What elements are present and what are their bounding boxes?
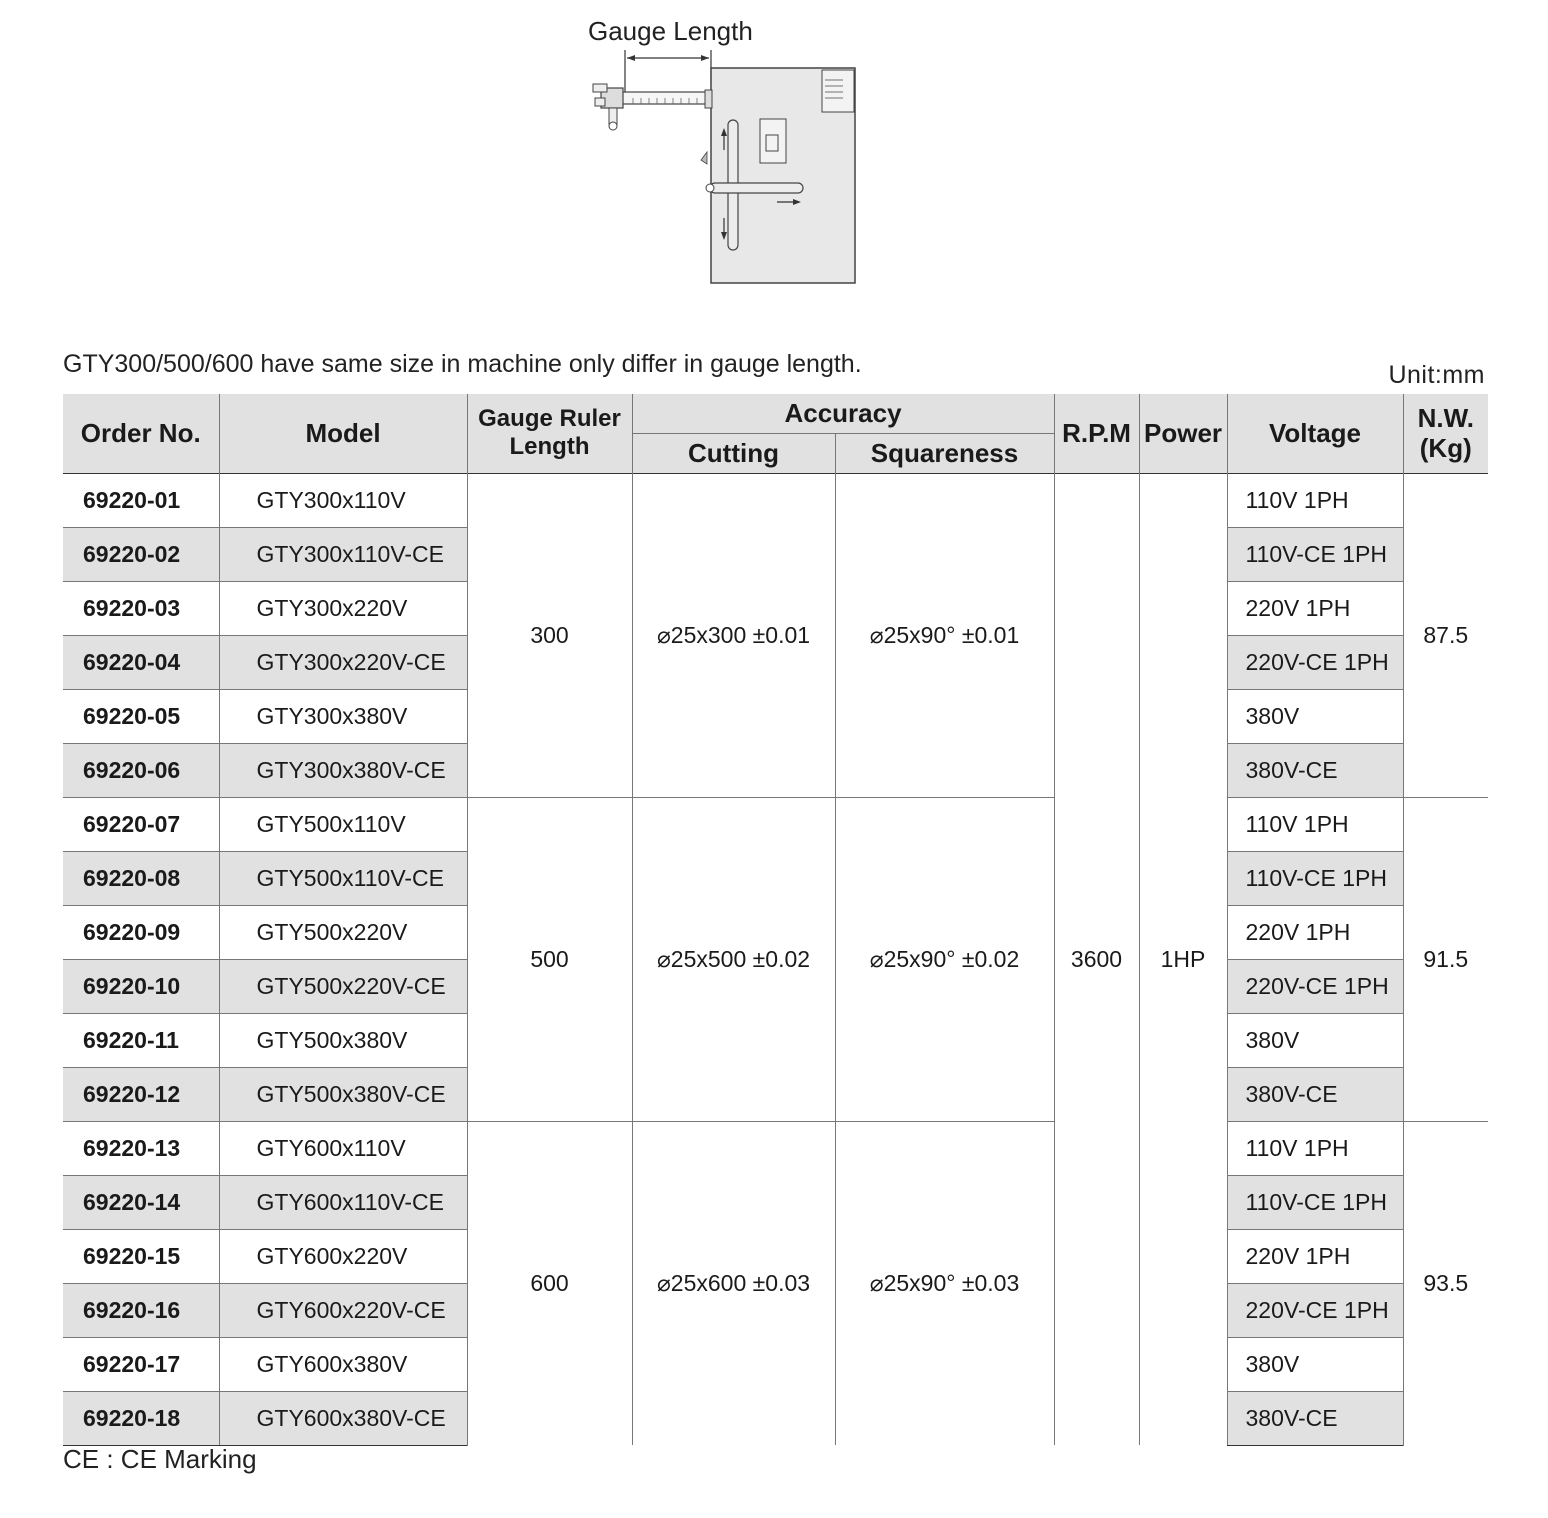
header-nw [1403,394,1488,473]
rpm-cell: 3600 [1054,473,1139,1445]
header-voltage: Voltage [1227,394,1403,473]
unit-label: Unit:mm [1388,361,1485,389]
voltage-cell: 220V 1PH [1227,581,1403,635]
header-cutting: Cutting [632,433,835,473]
voltage-cell: 380V [1227,1013,1403,1067]
table-row [63,473,1488,527]
model-cell: GTY500x380V-CE [219,1067,467,1121]
header-accuracy: Accuracy [632,394,1054,433]
model-cell: GTY600x110V [219,1121,467,1175]
model-cell: GTY600x220V-CE [219,1283,467,1337]
voltage-cell: 110V-CE 1PH [1227,851,1403,905]
voltage-cell: 110V-CE 1PH [1227,527,1403,581]
spec-table-body [63,473,1488,1445]
voltage-cell: 220V-CE 1PH [1227,635,1403,689]
table-row [63,1121,1488,1175]
order-no-cell: 69220-10 [63,959,219,1013]
header-gauge-ruler-line1: Gauge Ruler [478,404,621,432]
net-weight-cell: 91.5 [1403,797,1488,1121]
machine-diagram [585,40,865,290]
model-cell: GTY300x110V [219,473,467,527]
order-no-cell: 69220-18 [63,1391,219,1445]
model-cell: GTY600x220V [219,1229,467,1283]
model-cell: GTY600x380V [219,1337,467,1391]
voltage-cell: 110V 1PH [1227,797,1403,851]
spec-table [63,394,1488,1446]
header-squareness: Squareness [835,433,1054,473]
power-cell: 1HP [1139,473,1227,1445]
order-no-cell: 69220-03 [63,581,219,635]
order-no-cell: 69220-11 [63,1013,219,1067]
header-power: Power [1139,394,1227,473]
model-cell: GTY500x220V [219,905,467,959]
order-no-cell: 69220-07 [63,797,219,851]
header-gauge-ruler-length [467,394,632,473]
header-model: Model [219,394,467,473]
voltage-cell: 220V 1PH [1227,905,1403,959]
model-cell: GTY300x380V [219,689,467,743]
order-no-cell: 69220-01 [63,473,219,527]
squareness-accuracy-cell: ⌀25x90° ±0.01 [835,473,1054,797]
model-cell: GTY300x220V-CE [219,635,467,689]
voltage-cell: 380V-CE [1227,1391,1403,1445]
model-cell: GTY300x110V-CE [219,527,467,581]
order-no-cell: 69220-13 [63,1121,219,1175]
order-no-cell: 69220-08 [63,851,219,905]
voltage-cell: 220V 1PH [1227,1229,1403,1283]
voltage-cell: 220V-CE 1PH [1227,959,1403,1013]
gauge-length-cell: 300 [467,473,632,797]
order-no-cell: 69220-16 [63,1283,219,1337]
net-weight-cell: 87.5 [1403,473,1488,797]
voltage-cell: 380V-CE [1227,1067,1403,1121]
order-no-cell: 69220-15 [63,1229,219,1283]
net-weight-cell: 93.5 [1403,1121,1488,1445]
order-no-cell: 69220-02 [63,527,219,581]
cutting-accuracy-cell: ⌀25x600 ±0.03 [632,1121,835,1445]
order-no-cell: 69220-14 [63,1175,219,1229]
voltage-cell: 110V 1PH [1227,1121,1403,1175]
order-no-cell: 69220-05 [63,689,219,743]
table-row [63,797,1488,851]
model-cell: GTY500x110V [219,797,467,851]
footnote: CE : CE Marking [63,1444,257,1474]
order-no-cell: 69220-12 [63,1067,219,1121]
model-cell: GTY600x110V-CE [219,1175,467,1229]
model-cell: GTY600x380V-CE [219,1391,467,1445]
voltage-cell: 110V-CE 1PH [1227,1175,1403,1229]
order-no-cell: 69220-06 [63,743,219,797]
note-text: GTY300/500/600 have same size in machine only differ in gauge length. [63,350,862,378]
order-no-cell: 69220-04 [63,635,219,689]
header-nw-line1: N.W. [1417,402,1474,433]
header-rpm: R.P.M [1054,394,1139,473]
header-order-no: Order No. [63,394,219,473]
model-cell: GTY300x380V-CE [219,743,467,797]
diagram-caption: Gauge Length [588,16,753,46]
squareness-accuracy-cell: ⌀25x90° ±0.02 [835,797,1054,1121]
voltage-cell: 220V-CE 1PH [1227,1283,1403,1337]
cutting-accuracy-cell: ⌀25x300 ±0.01 [632,473,835,797]
model-cell: GTY300x220V [219,581,467,635]
header-nw-line2: (Kg) [1419,433,1472,464]
voltage-cell: 380V [1227,1337,1403,1391]
voltage-cell: 380V [1227,689,1403,743]
cutting-accuracy-cell: ⌀25x500 ±0.02 [632,797,835,1121]
model-cell: GTY500x220V-CE [219,959,467,1013]
order-no-cell: 69220-09 [63,905,219,959]
squareness-accuracy-cell: ⌀25x90° ±0.03 [835,1121,1054,1445]
model-cell: GTY500x380V [219,1013,467,1067]
gauge-length-cell: 600 [467,1121,632,1445]
model-cell: GTY500x110V-CE [219,851,467,905]
voltage-cell: 380V-CE [1227,743,1403,797]
gauge-length-cell: 500 [467,797,632,1121]
header-gauge-ruler-line2: Length [509,433,590,461]
voltage-cell: 110V 1PH [1227,473,1403,527]
order-no-cell: 69220-17 [63,1337,219,1391]
